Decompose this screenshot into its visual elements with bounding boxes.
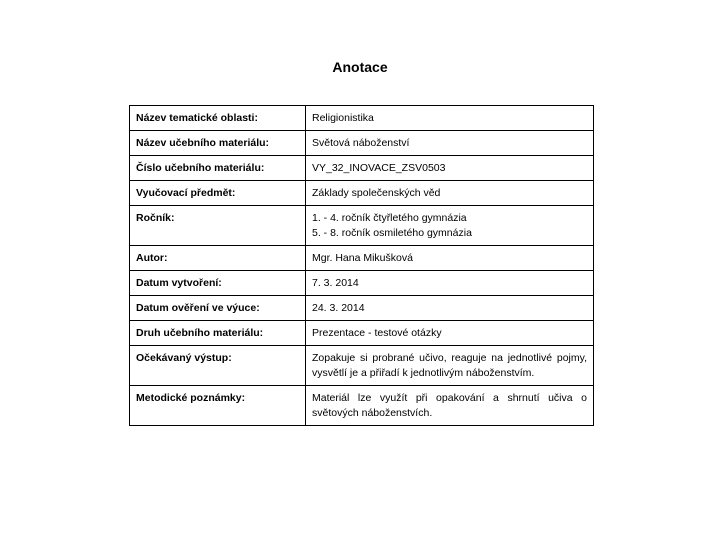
row-value-material-type: Prezentace - testové otázky	[306, 321, 594, 346]
row-label-expected-outcome: Očekávaný výstup:	[130, 346, 306, 386]
table-row	[130, 321, 594, 346]
row-label-topic-area: Název tematické oblasti:	[130, 106, 306, 131]
row-label-material-type: Druh učebního materiálu:	[130, 321, 306, 346]
table-row	[130, 386, 594, 426]
row-label-created-date: Datum vytvoření:	[130, 271, 306, 296]
row-label-subject: Vyučovací předmět:	[130, 181, 306, 206]
row-value-author: Mgr. Hana Mikušková	[306, 246, 594, 271]
table-row	[130, 346, 594, 386]
table-row	[130, 271, 594, 296]
row-value-verified-date: 24. 3. 2014	[306, 296, 594, 321]
row-value-material-name: Světová náboženství	[306, 131, 594, 156]
row-label-methodical-notes: Metodické poznámky:	[130, 386, 306, 426]
row-label-author: Autor:	[130, 246, 306, 271]
row-label-grade: Ročník:	[130, 206, 306, 246]
annotation-table	[129, 105, 594, 426]
row-value-grade	[306, 206, 594, 246]
row-label-verified-date: Datum ověření ve výuce:	[130, 296, 306, 321]
page-title: Anotace	[332, 59, 388, 75]
row-value-topic-area: Religionistika	[306, 106, 594, 131]
row-value-material-number: VY_32_INOVACE_ZSV0503	[306, 156, 594, 181]
table-row	[130, 106, 594, 131]
table-row	[130, 206, 594, 246]
table-row	[130, 131, 594, 156]
row-value-created-date: 7. 3. 2014	[306, 271, 594, 296]
row-value-subject: Základy společenských věd	[306, 181, 594, 206]
row-value-methodical-notes: Materiál lze využít při opakování a shrnutí učiva o světových náboženstvích.	[306, 386, 594, 426]
row-value-expected-outcome: Zopakuje si probrané učivo, reaguje na jednotlivé pojmy, vysvětlí je a přiřadí k jednotlivým náboženstvím.	[306, 346, 594, 386]
grade-line-2: 5. - 8. ročník osmiletého gymnázia	[312, 227, 472, 239]
table-row	[130, 181, 594, 206]
table-row	[130, 296, 594, 321]
row-label-material-name: Název učebního materiálu:	[130, 131, 306, 156]
table-row	[130, 246, 594, 271]
grade-line-1: 1. - 4. ročník čtyřletého gymnázia	[312, 212, 467, 224]
row-label-material-number: Číslo učebního materiálu:	[130, 156, 306, 181]
table-row	[130, 156, 594, 181]
